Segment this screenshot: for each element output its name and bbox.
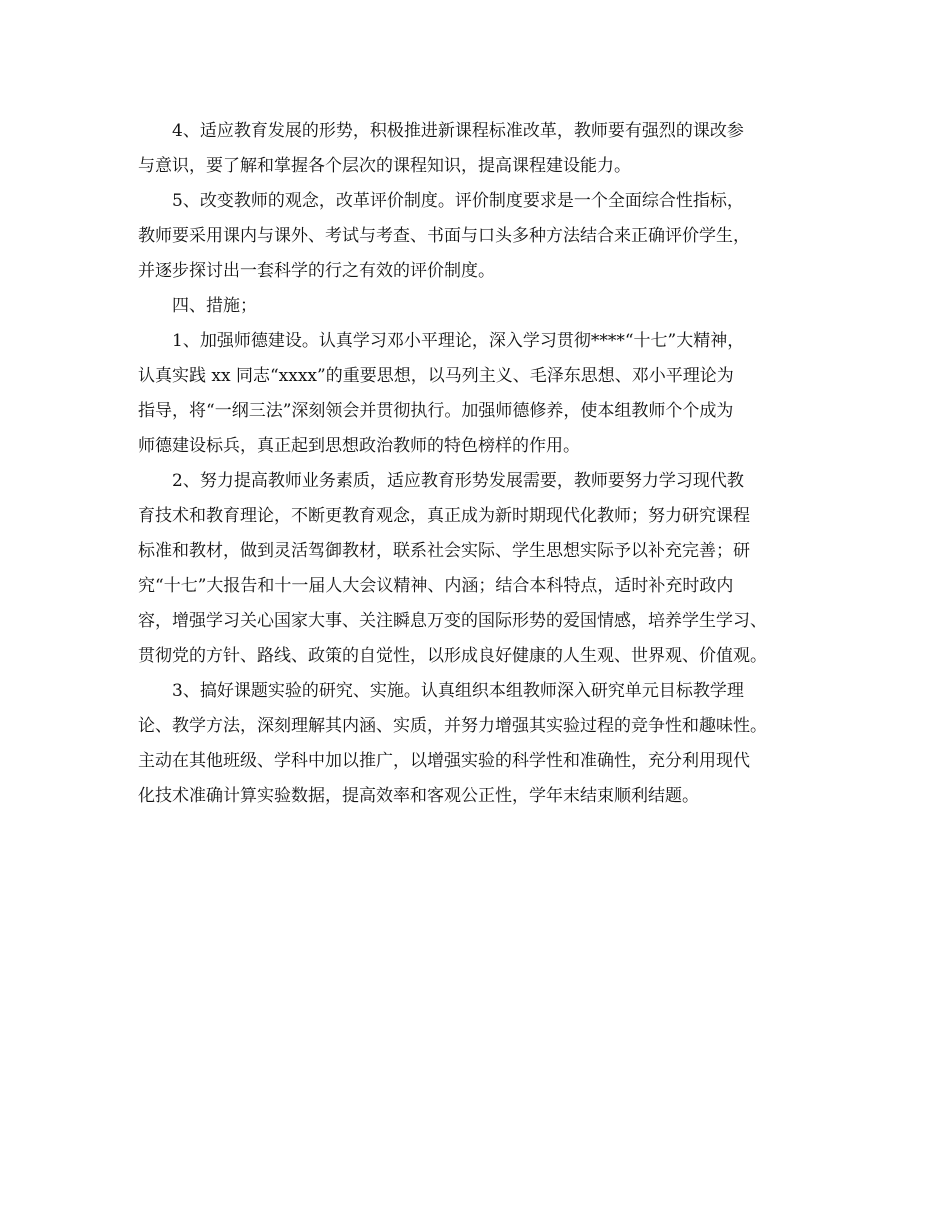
paragraph-line: 究“十七”大报告和十一届人大会议精神、内涵；结合本科特点，适时补充时政内	[138, 576, 734, 596]
paragraph-line: 认真实践 xx 同志“xxxx”的重要思想，以马列主义、毛泽东思想、邓小平理论为	[138, 366, 734, 386]
section-heading-text: 四、措施；	[172, 296, 257, 316]
paragraph-line: 指导，将“一纲三法”深刻领会并贯彻执行。加强师德修养，使本组教师个个成为	[138, 401, 734, 421]
paragraph-line: 容，增强学习关心国家大事、关注瞬息万变的国际形势的爱国情感，培养学生学习、	[138, 611, 767, 631]
measure-item-1	[138, 324, 822, 464]
measure-item-2	[138, 464, 822, 674]
paragraph-line: 3、搞好课题实验的研究、实施。认真组织本组教师深入研究单元目标教学理	[172, 681, 744, 701]
paragraph-line: 1、加强师德建设。认真学习邓小平理论，深入学习贯彻****“十七”大精神，	[172, 331, 745, 351]
paragraph-line: 育技术和教育理论，不断更教育观念，真正成为新时期现代化教师；努力研究课程	[138, 506, 750, 526]
paragraph-line: 与意识，要了解和掌握各个层次的课程知识，提高课程建设能力。	[138, 156, 631, 176]
paragraph-line: 教师要采用课内与课外、考试与考查、书面与口头多种方法结合来正确评价学生，	[138, 226, 750, 246]
paragraph-line: 化技术准确计算实验数据，提高效率和客观公正性，学年末结束顺利结题。	[138, 786, 699, 806]
section-heading-measures	[138, 289, 822, 324]
paragraph-line: 5、改变教师的观念，改革评价制度。评价制度要求是一个全面综合性指标，	[172, 191, 744, 211]
paragraph-line: 标准和教材，做到灵活驾御教材，联系社会实际、学生思想实际予以补充完善；研	[138, 541, 750, 561]
paragraph-line: 师德建设标兵，真正起到思想政治教师的特色榜样的作用。	[138, 436, 580, 456]
paragraph-item-4	[138, 114, 822, 184]
paragraph-line: 2、努力提高教师业务素质，适应教育形势发展需要，教师要努力学习现代教	[172, 471, 744, 491]
paragraph-line: 4、适应教育发展的形势，积极推进新课程标准改革，教师要有强烈的课改参	[172, 121, 744, 141]
paragraph-line: 贯彻党的方针、路线、政策的自觉性，以形成良好健康的人生观、世界观、价值观。	[138, 646, 767, 666]
paragraph-line: 论、教学方法，深刻理解其内涵、实质，并努力增强其实验过程的竞争性和趣味性。	[138, 716, 767, 736]
document-body	[138, 114, 822, 814]
paragraph-line: 并逐步探讨出一套科学的行之有效的评价制度。	[138, 261, 495, 281]
paragraph-item-5	[138, 184, 822, 289]
measure-item-3	[138, 674, 822, 814]
paragraph-line: 主动在其他班级、学科中加以推广，以增强实验的科学性和准确性，充分利用现代	[138, 751, 750, 771]
